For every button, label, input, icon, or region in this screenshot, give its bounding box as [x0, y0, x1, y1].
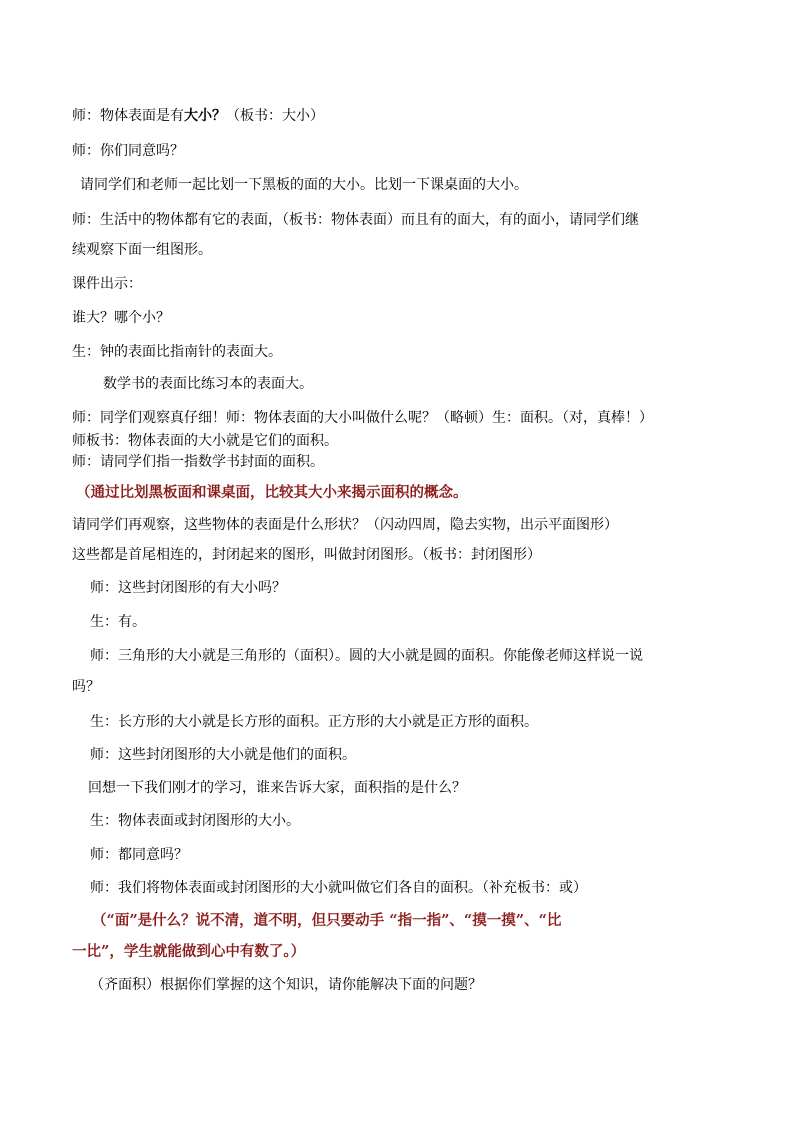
text-span-bold: 大小？: [184, 108, 226, 124]
text-line: 课件出示：: [72, 276, 142, 292]
text-line: 师：我们将物体表面或封闭图形的大小就叫做它们各自的面积。（补充板书：或）: [90, 880, 587, 896]
text-line: 师：请同学们指一指数学书封面的面积。: [72, 454, 324, 470]
text-line: 谁大？哪个小？: [72, 310, 170, 326]
text-line: [72, 107, 324, 125]
text-line: 数学书的表面比练习本的表面大。: [103, 376, 313, 392]
text-line: 吗？: [72, 679, 100, 695]
text-line: 师：生活中的物体都有它的表面，（板书：物体表面）而且有的面大，有的面小，请同学们继: [72, 212, 639, 228]
text-line: 生：钟的表面比指南针的表面大。: [72, 344, 282, 360]
text-line: 续观察下面一组图形。: [72, 242, 212, 258]
text-line: 生：物体表面或封闭图形的大小。: [90, 813, 300, 829]
text-line: 师：这些封闭图形的有大小吗？: [90, 580, 286, 596]
text-line: 生：有。: [90, 614, 146, 630]
text-line: 请同学们和老师一起比划一下黑板的面的大小。比划一下课桌面的大小。: [80, 177, 528, 193]
text-span: 师：物体表面是有: [72, 108, 184, 124]
text-line: 师：都同意吗？: [90, 847, 188, 863]
text-line: 请同学们再观察，这些物体的表面是什么形状？（闪动四周，隐去实物，出示平面图形）: [72, 517, 618, 533]
text-line: 师：三角形的大小就是三角形的（面积）。圆的大小就是圆的面积。你能像老师这样说一说: [90, 648, 643, 664]
text-line: 师：你们同意吗？: [72, 143, 184, 159]
text-line: 师：这些封闭图形的大小就是他们的面积。: [90, 747, 356, 763]
text-span: （板书：大小）: [226, 108, 324, 124]
text-line: 这些都是首尾相连的，封闭起来的图形，叫做封闭图形。（板书：封闭图形）: [72, 547, 541, 563]
teaching-note: （通过比划黑板面和课桌面，比较其大小来揭示面积的概念。: [76, 484, 468, 501]
text-line: 回想一下我们刚才的学习，谁来告诉大家，面积指的是什么？: [88, 780, 466, 796]
text-line: 师：同学们观察真仔细！师：物体表面的大小叫做什么呢？（略顿）生：面积。（对，真棒！）: [72, 410, 653, 426]
teaching-note: 一比”，学生就能做到心中有数了。）: [72, 943, 306, 960]
text-line: 师板书：物体表面的大小就是它们的面积。: [72, 433, 338, 449]
text-line: （齐面积）根据你们掌握的这个知识，请你能解决下面的问题？: [90, 977, 482, 993]
teaching-note: （“面”是什么？说不清，道不明，但只要动手 “指一指”、“摸一摸”、“比: [92, 912, 562, 929]
text-line: 生：长方形的大小就是长方形的面积。正方形的大小就是正方形的面积。: [90, 714, 538, 730]
